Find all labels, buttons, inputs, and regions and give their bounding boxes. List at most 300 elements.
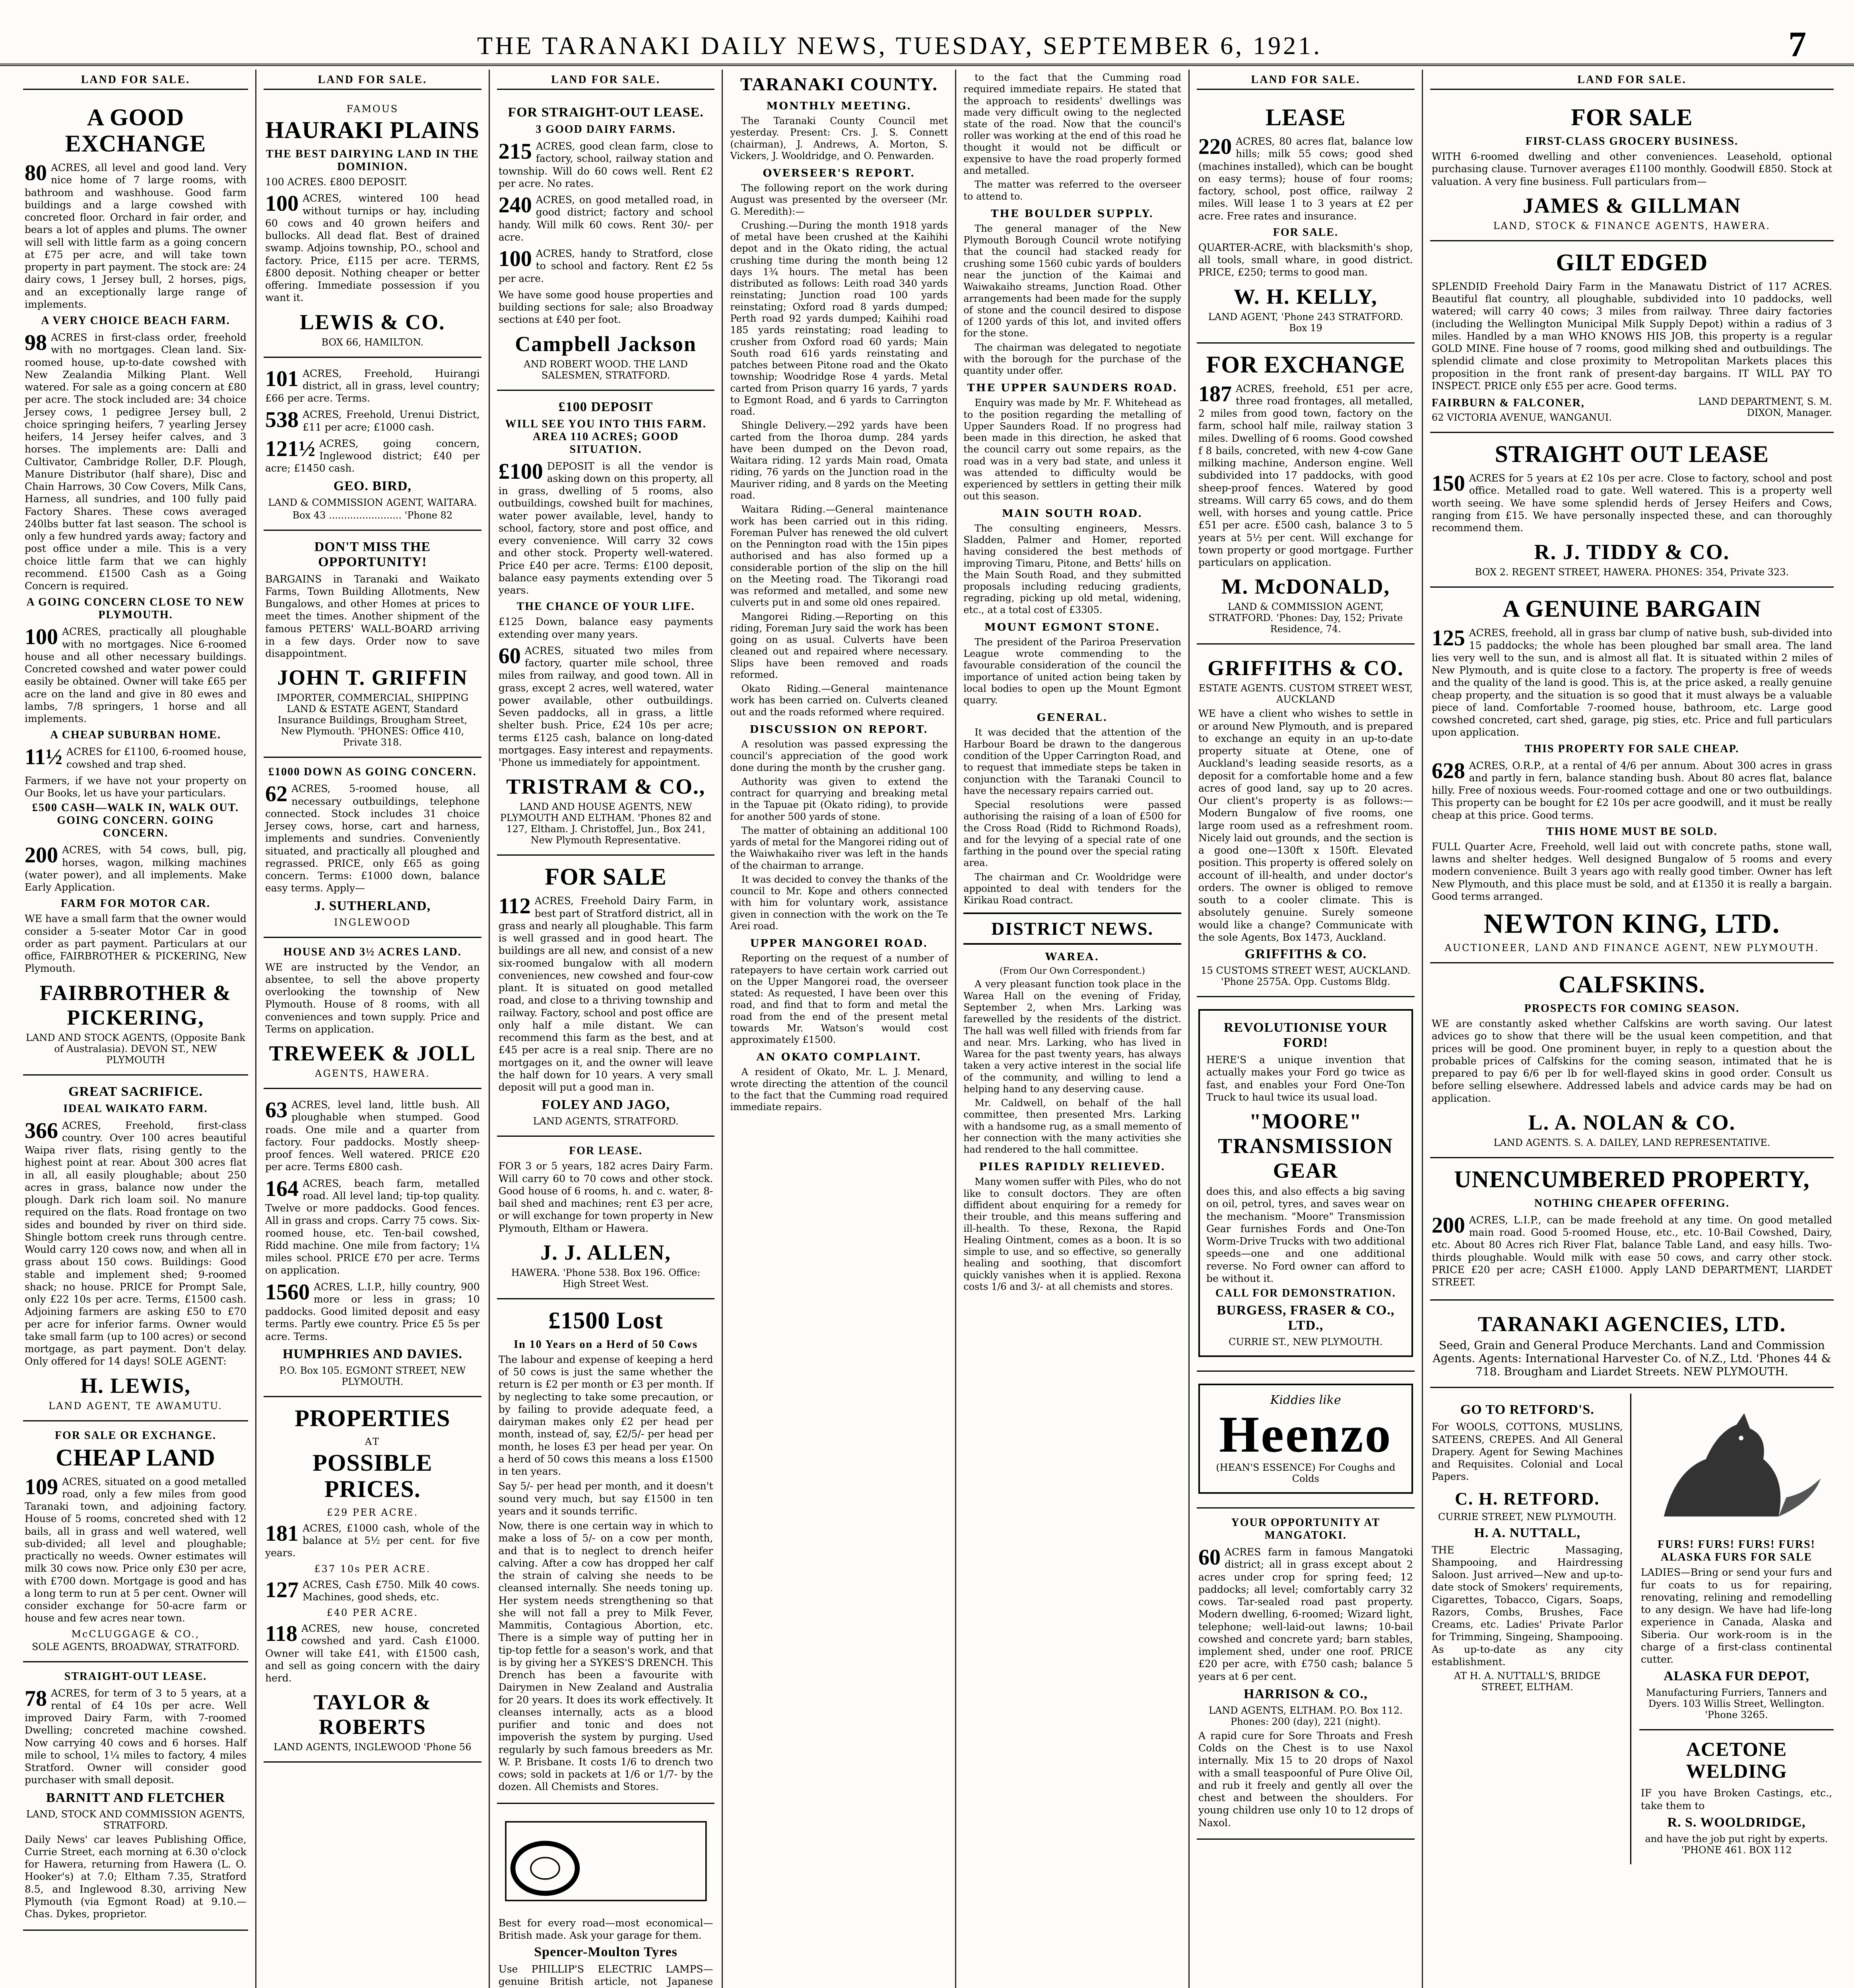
column-7: [1423, 70, 1841, 1988]
article-subheading: OVERSEER'S REPORT.: [763, 167, 916, 180]
listing-acres: 60: [1198, 1545, 1221, 1570]
advert-subheading: A GOING CONCERN CLOSE TO NEW PLYMOUTH.: [26, 596, 245, 621]
listing-acres: 100: [265, 191, 299, 216]
listing: [25, 844, 247, 893]
article-paragraph: The general manager of the New Plymouth Borough Council wrote notifying that the council had stacked ready for crushing some 1560 cubic yards of boulders near the junction of the Kaimai and Waiwakaiho streams, Junction Road. Other arrangements had been made for the supply of stone and the council desired to dispose of 1200 yards of this lot, and invited offers for the stone.: [963, 223, 1181, 339]
advert-subheading: A CHEAP SUBURBAN HOME.: [50, 729, 221, 742]
agent-name: NEWTON KING, LTD.: [1483, 909, 1780, 939]
column-header: LAND FOR SALE.: [264, 70, 481, 90]
article-paragraph: It was decided to convey the thanks of the council to Mr. Kope and others connected with him for voluntary work, assistance given in connection with the work on the Te Arei road.: [730, 874, 948, 932]
listing-acres: 80: [25, 161, 47, 185]
listing-acres: 220: [1198, 134, 1232, 159]
tyre-text: Best for every road—most economical—British made. Ask your garage for them.: [498, 1917, 713, 1941]
agent-address: CURRIE ST., NEW PLYMOUTH.: [1229, 1336, 1383, 1347]
advert-subheading: FARM FOR MOTOR CAR.: [60, 897, 210, 910]
advert-spencer-moulton: [497, 1804, 715, 1988]
agent-address: LAND, STOCK & FINANCE AGENTS, HAWERA.: [1493, 220, 1771, 231]
article-paragraph: The matter of obtaining an additional 100 yards of metal for the Mangorei riding out of the Waiwhakaiho river was left in the hands of the chairman to arrange.: [730, 825, 948, 871]
article-paragraph: Special resolutions were passed authorising the raising of a loan of £500 for the Cross Road (Ridd to Richmond Roads), and for the levying of a special rate of one farthing in the pound over the special rating area.: [963, 799, 1181, 869]
agent-address: AUCTIONEER, LAND AND FINANCE AGENT, NEW PLYMOUTH.: [1444, 942, 1819, 953]
advert-subheading: FOR SALE OR EXCHANGE.: [54, 1429, 216, 1442]
heenzo-logo: Heenzo: [1219, 1406, 1392, 1463]
article-paragraph: The consulting engineers, Messrs. Sladden, Palmer and Homer, reported having considered the best methods of improving Timaru, Pitone, and Betts' hills on the Main South Road, and they submitted proposals including reducing gradients, regrading, picking up old metal, widening, etc., at a total cost of £3305.: [963, 522, 1181, 615]
listing: [25, 161, 247, 311]
agent-name: R. J. TIDDY & CO.: [1534, 540, 1730, 564]
advert-title: GILT EDGED: [1556, 249, 1708, 276]
listing: [265, 367, 480, 405]
column-3: [490, 70, 723, 1988]
advert-text: The labour and expense of keeping a herd of 50 cows is just the same whether the return is £2 per month or £3 per month. If by neglecting to take some precaution, or by failing to provide adequate feed, a dairyman makes only £2 per head per month, instead of, say, £2/5/- per head per month, he loses £3 per head per year. On a herd of 50 cows this means a loss £1500 in ten years.: [498, 1353, 713, 1477]
article-subheading: THE UPPER SAUNDERS ROAD.: [967, 382, 1178, 394]
listing: [265, 408, 480, 433]
listing: [499, 895, 713, 1093]
listing-text: ACRES, wintered 100 head without turnips or hay, including 60 cows and 40 grown heifers and bullocks. All dead flat. Best of drained swamp. Adjoins township, P.O., school and factory. Price, £115 per acre. TERMS, £800 deposit. Nothing cheaper or better offering. Immediate possession if you want it.: [265, 192, 480, 304]
agent-address: CURRIE STREET, NEW PLYMOUTH.: [1438, 1511, 1617, 1522]
listing-acres: 538: [265, 408, 299, 433]
advert-text: SPLENDID Freehold Dairy Farm in the Manawatu District of 117 ACRES. Beautiful flat country, all ploughable, subdivided into 10 paddocks, well watered; will carry 40 cows; 3 miles from railway. Three dairy factories (including the Wellington Municipal Milk Supply Depot) within a radius of 3 miles. Handled by a man WHO KNOWS HIS JOB, this property is a regular GOLD MINE. Fine house of 7 rooms, good milking shed and outbuildings. The splendid climate and close proximity to Metropolitan Markets places this proposition in the front rank of present-day bargains. IT WILL PAY TO INSPECT. PRICE only £55 per acre. Good terms.: [1431, 280, 1833, 392]
column-header: LAND FOR SALE.: [23, 70, 248, 90]
listing-acres: 150: [1431, 471, 1465, 496]
agent-address: ESTATE AGENTS. CUSTOM STREET WEST, AUCKLAND: [1198, 683, 1413, 705]
listing-acres: 100: [498, 247, 532, 271]
agent-address: LAND, STOCK AND COMMISSION AGENTS, STRATFORD.: [26, 1808, 245, 1831]
advert-text: does this, and also effects a big saving on oil, petrol, tyres, and saves wear on the mechanism. "Moore" Transmission Gear furnishes Fords and One-Ton Worm-Drive Trucks with two additional speeds—one and one additional reverse. No Ford owner can afford to be without it.: [1206, 1186, 1405, 1284]
masthead-title: THE TARANAKI DAILY NEWS, TUESDAY, SEPTEMBER 6, 1921.: [477, 31, 1322, 60]
advert-straight-out-lease: [23, 1662, 248, 1931]
column-header: LAND FOR SALE.: [1197, 70, 1415, 90]
advert-sykes-drench: [497, 1299, 715, 1804]
advert-title: YOUR OPPORTUNITY AT MANGATOKI.: [1231, 1516, 1380, 1541]
listing: [265, 1522, 480, 1559]
agent-name: W. H. KELLY,: [1234, 284, 1378, 309]
listing: [265, 1281, 480, 1343]
listing-acres: 98: [25, 330, 47, 355]
agent-name: Campbell Jackson: [515, 332, 697, 356]
listing-text: ACRES for 5 years at £2 10s per acre. Close to factory, school and post office. Metalled road to gate. Well watered. This is a property well worth seeing. We have some splendid herds of Jersey Heifers and Cows, ranging from £15. We have personally inspected these, and can thoroughly recommend them.: [1431, 472, 1833, 534]
call-to-action: CALL FOR DEMONSTRATION.: [1215, 1287, 1396, 1299]
advert-title: FOR EXCHANGE: [1206, 351, 1406, 378]
agent-address: LAND AGENTS, INGLEWOOD 'Phone 56: [274, 1741, 472, 1753]
agent-name: M. McDONALD,: [1221, 575, 1390, 599]
agent-name: C. H. RETFORD.: [1455, 1489, 1600, 1508]
advert-text: WE are instructed by the Vendor, an absentee, to sell the above property overlooking the township of New Plymouth. House of 8 rooms, with all conveniences and town supply. Price and Terms on application.: [265, 961, 480, 1035]
listing: [499, 140, 713, 190]
fox-illustration: [1641, 1399, 1832, 1534]
district-news-box: [963, 912, 1181, 945]
listing-text: ACRES, Freehold Dairy Farm, in best part of Stratford district, all in grass and nearly all ploughable. This farm is well grassed and in good heart. The buildings are all new, and consist of a new six-roomed bungalow with all modern conveniences, new cowshed and four-cow plant. It is situated on good metalled road, and close to a thriving township and railway. Factory, school and post office are only half a mile distant. We can recommend this farm as the best, and at £45 per acre is a real snip. There are no mortgages on it, and the owner will leave the half down for 10 years. A very small deposit will put a good man in.: [498, 895, 713, 1093]
advert-subheading: STRAIGHT-OUT LEASE.: [64, 1670, 207, 1683]
listing-text: ACRES farm in famous Mangatoki district; all in grass except about 2 acres under crop for spring feed; 12 paddocks; all level; comfortably carry 32 cows. Tar-sealed road past property. Modern dwelling, 6-roomed; Wizard light, telephone; well-laid-out lawns; 10-bail cowshed and concrete yard; barn stables, implement shed, under one roof. PRICE £20 per acre, with £750 cash; balance 5 years at 6 per cent.: [1198, 1546, 1413, 1682]
article-subheading: DISCUSSION ON REPORT.: [749, 724, 929, 736]
listing-acres: 101: [265, 366, 299, 391]
advert-subheading: FOR SALE.: [1273, 226, 1338, 239]
advert-title: STRAIGHT OUT LEASE: [1495, 441, 1769, 467]
article-paragraph: Mr. Caldwell, on behalf of the hall committee, then presented Mrs. Larking with a handsome rug, as a small memento of her connection with the many activities she had rendered to the hall committee.: [963, 1097, 1181, 1155]
advert-kicker: FAMOUS: [346, 103, 399, 115]
article-subheading: MOUNT EGMONT STONE.: [984, 621, 1161, 633]
agent-name: R. S. WOOLDRIDGE,: [1667, 1815, 1806, 1830]
advert-subheading: THIS PROPERTY FOR SALE CHEAP.: [1524, 742, 1739, 755]
advert-title: FURS! FURS! FURS! FURS! ALASKA FURS FOR SALE: [1658, 1538, 1815, 1564]
agent-address: 15 CUSTOMS STREET WEST, AUCKLAND. 'Phone 2575A. Opp. Customs Bldg.: [1201, 965, 1411, 987]
advert-text: BARGAINS in Taranaki and Waikato Farms, Town Building Allotments, New Bungalows, and other Homes at prices to meet the times. Another shipment of the famous PETERS' WALL-BOARD arriving in a few days. Order now to save disappointment.: [265, 573, 480, 659]
page-number: 7: [1788, 25, 1806, 64]
advert-griffiths: [1197, 645, 1415, 997]
article-title: DISTRICT NEWS.: [991, 918, 1154, 939]
listing-acres: 181: [265, 1521, 299, 1546]
article-paragraph: The chairman was delegated to negotiate with the borough for the purchase of the quantity under offer.: [963, 342, 1181, 377]
advert-subheading: NOTHING CHEAPER OFFERING.: [1534, 1197, 1730, 1209]
article-paragraph: The matter was referred to the overseer to attend to.: [963, 179, 1181, 202]
listing-acres: 121½: [265, 436, 315, 461]
advert-going-concern: [264, 758, 481, 938]
article-subheading: GENERAL.: [1037, 712, 1108, 724]
agent-address: AGENTS, HAWERA.: [315, 1068, 430, 1079]
listing-acres: 100: [25, 625, 58, 650]
advert-gilt-edged: [1430, 241, 1834, 433]
advert-humphries: [264, 1089, 481, 1397]
agent-name: GEO. BIRD,: [333, 478, 412, 493]
listing-acres: 11½: [25, 745, 62, 770]
listing-acres: 200: [1431, 1213, 1465, 1238]
price-line: £40 PER ACRE.: [326, 1607, 419, 1618]
listing: [25, 625, 247, 725]
agent-address: 62 VICTORIA AVENUE, WANGANUI.: [1431, 412, 1612, 423]
listing: [25, 331, 247, 592]
advert-subheading: PROSPECTS FOR COMING SEASON.: [1524, 1002, 1740, 1015]
advert-text: FOR 3 or 5 years, 182 acres Dairy Farm. Will carry 60 to 70 cows and other stock. Good house of 6 rooms, h. and c. water, 8-bail shed and machines; rent £3 per acre, or will exchange for town property in New Plymouth, Eltham or Hawera.: [498, 1160, 713, 1234]
advert-text: WE are constantly asked whether Calfskins are worth saving. Our latest advices go to show that there will be the usual keen competition, and that prices will be good. One prominent buyer, in reply to a question about the probable prices of Calfskins for the coming season, intimated that he is prepared to pay 6/6 per lb for well-flayed skins in good order. Consult us before selling elsewhere. Addressed labels and advice cards may be had on application.: [1431, 1018, 1833, 1104]
agent-name: FAIRBURN & FALCONER,: [1431, 397, 1585, 409]
advert-title: FOR SALE: [1571, 104, 1693, 130]
listing: [265, 1177, 480, 1277]
listing-text: ACRES, level land, little bush. All ploughable when stumped. Good roads. One mile and a quarter from factory. Four paddocks. Mostly sheep-proof fences. Well watered. PRICE £20 per acre. Terms £800 cash.: [265, 1099, 480, 1173]
advert-100-deposit: [497, 391, 715, 856]
listing-text: ACRES, situated two miles from factory, quarter mile school, three miles from railway, and good town. All in grass, except 2 acres, well watered, water power available, other outbuildings. Seven paddocks, all in grass, a little shelter bush. Price, £24 10s per acre; terms £125 cash, balance on long-dated mortgages. Easy interest and repayments. 'Phone us immediately for appointment.: [498, 645, 713, 768]
advert-subheading: £500 CASH—WALK IN, WALK OUT. GOING CONCERN. GOING CONCERN.: [32, 802, 239, 840]
agent-name: H. LEWIS,: [80, 1373, 191, 1398]
advert-title: REVOLUTIONISE YOUR FORD!: [1223, 1020, 1388, 1050]
advert-unencumbered: [1430, 1158, 1834, 1301]
agent-address: BOX 2. REGENT STREET, HAWERA. PHONES: 354, Private 323.: [1475, 567, 1789, 578]
advert-subheading: IDEAL WAIKATO FARM.: [63, 1102, 208, 1115]
listing-text: ACRES, handy to Stratford, close to school and factory. Rent £2 5s per acre.: [498, 248, 713, 284]
listing-text: ACRES, £1000 cash, whole of the balance at 5½ per cent. for five years.: [265, 1522, 480, 1559]
listing-text: ACRES, on good metalled road, in good district; factory and school handy. Will milk 60 cows. Rent 30/- per acre.: [498, 194, 713, 243]
article-paragraph: A resident of Okato, Mr. L. J. Menard, wrote directing the attention of the council to the fact that the Cumming road required immediate repairs.: [730, 1066, 948, 1113]
listing-text: ACRES, beach farm, metalled road. All level land; tip-top quality. Twelve or more paddocks. Good fences. All in grass and crops. Carry 75 cows. Six-roomed house, etc. Ten-bail cowshed, Ridd machine. One mile from factory; 1¼ miles school. PRICE £70 per acre. Terms on application.: [265, 1177, 480, 1276]
listing: [265, 782, 480, 894]
advert-text: FULL Quarter Acre, Freehold, well laid out with concrete paths, stone wall, lawns and shelter hedges. Well designed Bungalow of 5 rooms and every modern convenience. Built 3 years ago with really good timber. Owner has left New Plymouth, and this place must be sold, and at £1350 it is really a bargain. Good terms arranged.: [1431, 841, 1833, 902]
agent-name: FAIRBROTHER & PICKERING,: [39, 980, 232, 1029]
agent-row: [1432, 394, 1832, 425]
agent-address: BOX 66, HAMILTON.: [321, 336, 424, 348]
listing-text: ACRES, 80 acres flat, balance low hills; milk 55 cows; good shed (machines installed), which can be bought on easy terms); house of four rooms; factory, school, post office, railway 2 miles. Will lease 1 to 3 years at £2 per acre. Free rates and insurance.: [1198, 136, 1413, 222]
listing: [1432, 472, 1832, 534]
listing-acres: 164: [265, 1176, 299, 1201]
advert-moore-gear: [1197, 997, 1415, 1372]
heenzo-box: [1198, 1384, 1413, 1494]
agent-address: LAND AND HOUSE AGENTS, NEW PLYMOUTH AND ELTHAM. 'Phones 82 and 127, Eltham. J. Christoffel, Jun., Box 241, New Plymouth Representative.: [500, 801, 712, 846]
column-1: [16, 70, 256, 1988]
listing: [1432, 1214, 1832, 1289]
advert-subheading: WILL SEE YOU INTO THIS FARM. AREA 110 ACRES; GOOD SITUATION.: [505, 417, 707, 456]
agent-name: HUMPHRIES AND DAVIES.: [282, 1346, 462, 1361]
article-title: TARANAKI COUNTY.: [740, 74, 938, 94]
advert-grocery: [1430, 96, 1834, 241]
agent-address: IMPORTER, COMMERCIAL, SHIPPING LAND & ESTATE AGENT, Standard Insurance Buildings, Brougham Street, New Plymouth. 'PHONES: Office 410, Private 318.: [276, 692, 469, 748]
advert-text: THE Electric Massaging, Shampooing, and Hairdressing Saloon. Just arrived—New and up-to-date stock of Smokers' requirements, Cigarettes, Tobacco, Cigars, Soaps, Razors, Combs, Brushes, Face Creams, etc. Ladies' Private Parlor for Trimming, Singeing, Shampooing. As up-to-date as any city establishment.: [1431, 1544, 1623, 1668]
advert-subheading: THIS HOME MUST BE SOLD.: [1546, 825, 1718, 838]
advert-retford: [1430, 1394, 1631, 1864]
tyre-brand: Spencer-Moulton Tyres: [534, 1945, 678, 1959]
price-line: £29 PER ACRE.: [326, 1507, 419, 1518]
advert-text: IF you have Broken Castings, etc., take them to: [1640, 1787, 1833, 1811]
agent-name: GRIFFITHS & CO.: [1244, 947, 1367, 961]
advert-text: WE have a client who wishes to settle in or around New Plymouth, and is prepared to exchange an equity in an up-to-date property situate at Otene, one of Auckland's leading seaside resorts, as a deposit for a comfortable home and a few acres of good land, say up to 20 acres. Our client's property is as follows:—Modern Bungalow of five rooms, one large room used as a refreshment room. Nicely laid out grounds, and the section is a good one—130ft x 150ft. Elevated position. This property is offered solely on account of ill-health, and under doctor's orders. The owner is obliged to remove south to a cooler climate. This is absolutely genuine. Surely someone would like a change? Communicate with the sole Agents, Box 1473, Auckland.: [1198, 708, 1413, 943]
listing: [265, 437, 480, 475]
advert-calfskins: [1430, 963, 1834, 1158]
listing-text: ACRES, Cash £750. Milk 40 cows. Machines, good sheds, etc.: [302, 1578, 480, 1603]
advert-acetone-welding: [1639, 1730, 1834, 1864]
listing: [265, 1099, 480, 1173]
agent-name: L. A. NOLAN & CO.: [1528, 1110, 1736, 1134]
listing-text: ACRES, all level and good land. Very nice home of 7 large rooms, with bathroom and washhouse. Good farm buildings and a large cowshed with concreted floor. Orchard in fair order, and bears a lot of apples and plums. The owner will sell with little farm as a going concern at £75 per acre, and will take town property in part payment. The stock are: 24 dairy cows, 1 Jersey bull, 2 horses, pigs, and an exceptionally large range of implements.: [25, 162, 247, 310]
advert-title: CHEAP LAND: [56, 1444, 215, 1471]
advert-text: For WOOLS, COTTONS, MUSLINS, SATEENS, CREPES. And All General Drapery. Agent for Sewing Machines and Requisites. Colonial and Local Papers.: [1431, 1421, 1623, 1483]
agent-address: AT H. A. NUTTALL'S, BRIDGE STREET, ELTHAM.: [1454, 1670, 1601, 1693]
agent-address: HAWERA. 'Phone 538. Box 196. Office: High Street West.: [511, 1267, 701, 1289]
advert-text: We have some good house properties and building sections for sale; also Broadway sections at £40 per foot.: [498, 289, 713, 326]
advert-title: HAURAKI PLAINS: [265, 117, 480, 143]
listing-acres: 240: [498, 193, 532, 217]
listing-acres: 78: [25, 1686, 47, 1711]
advert-heenzo: [1197, 1372, 1415, 1508]
listing: [499, 645, 713, 769]
listing: [499, 460, 713, 597]
article-paragraph: Mangorei Riding.—Reporting on this riding, Foreman Jury said the work has been going on as usual. Culverts have been cleaned out and repaired where necessary. Slips have been removed and roads reformed.: [730, 611, 948, 680]
listing-acres: 127: [265, 1577, 299, 1602]
advert-title: CALFSKINS.: [1559, 971, 1705, 998]
agent-name: TAYLOR & ROBERTS: [313, 1690, 432, 1739]
advert-title: FOR LEASE.: [569, 1145, 643, 1157]
agent-name: JOHN T. GRIFFIN: [277, 666, 468, 690]
advert-title: FOR SALE: [545, 864, 667, 890]
article-paragraph: Reporting on the request of a number of ratepayers to have certain work carried out on the Upper Mangorei road, the overseer stated: As requested, I have been over this road, and find that to form and metal the road from the end of the present metal towards Mr. Watson's would cost approximately £1500.: [730, 953, 948, 1046]
agent-name: ALASKA FUR DEPOT,: [1664, 1669, 1809, 1684]
advert-text: A rapid cure for Sore Throats and Fresh Colds on the Chest is to use Naxol internally. Mix 15 to 20 drops of Naxol with a small teaspoonful of Pure Olive Oil, and rub it freely and gently all over the chest and between the shoulders. For young children use only 10 to 12 drops of Naxol.: [1198, 1730, 1413, 1829]
advert-text: Farmers, if we have not your property on Our Books, let us have your particulars.: [25, 775, 247, 799]
article-paragraph: The following report on the work during August was presented by the overseer (Mr. G. Meredith):—: [730, 182, 948, 217]
agent-address: AND ROBERT WOOD. THE LAND SALESMEN, STRATFORD.: [524, 358, 688, 381]
listing-text: ACRES for £1100, 6-roomed house, cowshed and trap shed.: [66, 746, 247, 770]
listing-acres: 628: [1431, 758, 1465, 783]
listing-text: ACRES, practically all ploughable with no mortgages. Nice 6-roomed house and all other necessary buildings. Concreted cowshed and water power could easily be obtained. Owner will take £65 per acre on the land and give in 80 ewes and lambs, 7/8 springers, 1 horse and all implements.: [25, 626, 247, 724]
advert-title: LEASE: [1265, 104, 1346, 130]
advert-text: WE have a small farm that the owner would consider a 5-seater Motor Car in good order as part payment. Particulars at our office, FAIRBROTHER & PICKERING, New Plymouth.: [25, 913, 247, 975]
article-paragraph: A very pleasant function took place in the Warea Hall on the evening of Friday, September 2, when Mrs. Larking was farewelled by the residents of the district. The hall was well filled with friends from far and near. Mrs. Larking, who has lived in Warea for the past twenty years, has always taken a very active interest in the social life of the community, and willing to lend a helping hand to any deserving cause.: [963, 978, 1181, 1095]
listing: [499, 194, 713, 243]
listing-text: ACRES, going concern, Inglewood district; £40 per acre; £1450 cash.: [265, 437, 480, 474]
article-paragraph: Shingle Delivery.—292 yards have been carted from the Ihoroa dump. 284 yards have been dumped on the Devon road, Waitara riding. 12 yards Main road, Omata riding, 76 yards on the Junction road in the Mauriver riding, and 8 yards on the Meeting road.: [730, 420, 948, 501]
listing-acres: 200: [25, 843, 58, 868]
advert-retford-body: [1430, 1394, 1625, 1701]
agent-name: TRISTRAM & CO.,: [506, 775, 706, 799]
listing-acres: 109: [25, 1474, 58, 1499]
agent-name: BARNITT AND FLETCHER: [46, 1790, 225, 1805]
agent-name: McCLUGGAGE & CO.,: [71, 1628, 200, 1640]
advert-title: FOR STRAIGHT-OUT LEASE.: [508, 105, 704, 120]
agent-name: BURGESS, FRASER & CO., LTD.,: [1217, 1303, 1395, 1333]
listing-text: ACRES, Freehold, Urenui District, £11 per acre; £1000 cash.: [302, 409, 480, 433]
listing-text: ACRES, O.R.P., at a rental of 4/6 per annum. About 300 acres in grass and partly in fern, balance standing bush. About 80 acres flat, balance hilly. Free of noxious weeds. Four-roomed cottage and one or two outbuildings. This property can be bought for £2 10s per acre goodwill, and it must be really cheap at this price. Good terms.: [1431, 759, 1833, 821]
listing-acres: 62: [265, 782, 287, 807]
agent-name: HARRISON & CO.,: [1244, 1686, 1368, 1701]
article-paragraph: Authority was given to extend the contract for quarrying and breaking metal in the Tapuae pit (Okato riding), to provide for another 500 yards of stone.: [730, 776, 948, 822]
advert-subheading: A VERY CHOICE BEACH FARM.: [41, 315, 230, 327]
listing-acres: 60: [498, 643, 521, 668]
advert-title: ACETONE WELDING: [1686, 1738, 1787, 1782]
article-subheading: PILES RAPIDLY RELIEVED.: [979, 1161, 1166, 1173]
agent-name: GRIFFITHS & CO.: [1208, 656, 1404, 680]
listing-acres: 187: [1198, 381, 1232, 406]
advert-text: £125 Down, balance easy payments extending over many years.: [498, 616, 713, 640]
advert-alaska-furs: [1639, 1394, 1834, 1864]
agent-name: TARANAKI AGENCIES, LTD.: [1477, 1312, 1786, 1336]
article-subheading: AN OKATO COMPLAINT.: [756, 1051, 922, 1064]
agent-address: LAND & COMMISSION AGENT, WAITARA.: [268, 497, 477, 508]
article-paragraph: Okato Riding.—General maintenance work has been carried on. Culverts cleaned out and the roads reformed where required.: [730, 683, 948, 718]
advert-griffin: [264, 531, 481, 758]
column-6: [1190, 70, 1423, 1988]
bottom-adverts-row: [1430, 1394, 1834, 1864]
article-paragraph: It was decided that the attention of the Harbour Board be drawn to the dangerous condition of the Upper Carrington Road, and to request that immediate steps be taken in conjunction with the Taranaki Council to have the necessary repairs carried out.: [963, 727, 1181, 796]
advert-text: 100 ACRES. £800 DEPOSIT.: [265, 176, 408, 188]
listing-text: ACRES, Freehold, first-class country. Over 100 acres beautiful Waipa river flats, rising gently to the highest point at rear. About 300 acres flat in all, all easily ploughable; about 250 acres in grass, balance now under the plough. Dark rich loam soil. No manure required on the flats. Road frontage on two sides and bounded by river on third side. Shingle bottom creek runs through centre. Would carry 120 cows now, and when all in grass about 150 cows. Buildings: Good stable and implement shed; 9-roomed shack; no house. PRICE for Prompt Sale, only £22 10s per acre. Terms, £1500 cash. Adjoining farmers are asking £50 to £70 per acre for inferior farms. Owner would take small farm (up to 100 acres) or second mortgage, as part payment. Don't delay. Only offered for 14 days! SOLE AGENT:: [25, 1119, 247, 1367]
listing-acres: 215: [498, 139, 532, 164]
advert-title: £1000 DOWN AS GOING CONCERN.: [268, 766, 477, 779]
listing-acres: 63: [265, 1098, 287, 1122]
article-paragraph: Crushing.—During the month 1918 yards of metal have been crushed at the Kaihihi depot and in the Okato riding, the actual crushing time during the month being 12 days 1¾ hours. The metal has been distributed as follows: Leith road 340 yards reinstating; Junction road 100 yards reinstating; Oxford road 8 yards dumped; Perth road 92 yards dumped; Kaihihi road 185 yards reinstating; road leading to crusher from Oxford road 60 yards; Main South road 616 yards reinstating and patches between Pitone road and the Okato township; Woodridge Rose 4 yards. Metal carted from Prison quarry 16 yards, 7 yards to Egmont Road, and 6 yards to Carrington road.: [730, 219, 948, 417]
agent-address: LAND AGENT, 'Phone 243 STRATFORD. Box 19: [1208, 311, 1403, 334]
advert-subheading: 3 GOOD DAIRY FARMS.: [536, 123, 676, 136]
agent-block: [1432, 394, 1612, 425]
advert-good-exchange: [23, 96, 248, 1076]
agent-address: LAND AND STOCK AGENTS, (Opposite Bank of Australasia). DEVON ST., NEW PLYMOUTH: [26, 1032, 245, 1066]
advert-text: LADIES—Bring or send your furs and fur coats to us for repairing, renovating, relining and remodelling to any design. We have had life-long experience in Canada, Alaska and Siberia. Our work-room is in the charge of a first-class continental cutter.: [1640, 1567, 1833, 1665]
advert-for-sale: [497, 856, 715, 1137]
article-paragraph: Enquiry was made by Mr. F. Whitehead as to the position regarding the metalling of Upper Saunders Road. If no progress had been made in this direction, he asked that the council carry out some repairs, as the road was in a very bad state, and unless it was attended to difficulty would be experienced by settlers in getting their milk out this season.: [963, 397, 1181, 502]
article-subheading: WAREA.: [1045, 951, 1100, 963]
notice-text: Daily News' car leaves Publishing Office, Currie Street, each morning at 6.30 o'clock for Hawera, returning from Hawera (L. O. Hooker's) at 7.0; Eltham 7.35, Stratford 8.5, and Inglewood 8.30, arriving New Plymouth (via Egmont Road) at 9.10.—Chas. Dykes, proprietor.: [25, 1833, 247, 1920]
advert-straight-out-lease: [497, 96, 715, 391]
agent-address: P.O. Box 105. EGMONT STREET, NEW PLYMOUTH.: [279, 1365, 466, 1387]
article-subheading: UPPER MANGOREI ROAD.: [750, 938, 928, 950]
heenzo-subtitle: (HEAN'S ESSENCE) For Coughs and Colds: [1216, 1462, 1396, 1484]
column-header: LAND FOR SALE.: [497, 70, 715, 90]
listing-text: ACRES, L.I.P., hilly country, 900 more or less in grass; 10 paddocks. Good limited deposit and easy terms. Partly ewe country. Price £5 5s per acre. Terms.: [265, 1281, 480, 1342]
article-paragraph: The president of the Pariroa Preservation League wrote commending to the favourable consideration of the council the importance of united action being taken by local bodies to open up the Mount Egmont quarry.: [963, 636, 1181, 706]
advert-house-land: [264, 938, 481, 1089]
agent-address: LAND AGENT, TE AWAMUTU.: [49, 1400, 223, 1411]
column-4: [723, 70, 956, 1988]
advert-title: A GOOD EXCHANGE: [65, 104, 206, 157]
agent-address: Seed, Grain and General Produce Merchants. Land and Commission Agents. Agents: International Harvester Co. of N.Z., Ltd. 'Phones 44 & 718. Brougham and Liardet Streets. NEW PLYMOUTH.: [1433, 1339, 1831, 1378]
agent-name: J. J. ALLEN,: [540, 1240, 671, 1264]
listing-acres: 118: [265, 1621, 297, 1646]
article-paragraph: The Taranaki County Council met yesterday. Present: Crs. J. S. Connett (chairman), J. Andrews, A. Morton, S. Vickers, J. Wooldridge, and O. Penwarden.: [730, 115, 948, 161]
advert-lease: [1197, 96, 1415, 344]
agent-department: LAND DEPARTMENT, S. M. DIXON, Manager.: [1698, 396, 1833, 418]
listing: [265, 1578, 480, 1604]
listing: [25, 1687, 247, 1786]
advert-title: HOUSE AND 3½ ACRES LAND.: [283, 945, 462, 958]
advert-title: £1500 Lost: [548, 1307, 663, 1334]
listing-acres: 125: [1431, 626, 1465, 651]
article-paragraph: Waitara Riding.—General maintenance work has been carried out in this riding. Foreman Pulver has renewed the old culvert on the Pennington road with the 15in pipes authorised and has also formed up a considerable portion of the slip on the hill on the Meeting road. The Tikorangi road was reformed and metalled, and some new culverts put in and some old ones repaired.: [730, 504, 948, 608]
advert-title: GREAT SACRIFICE.: [68, 1084, 203, 1099]
agent-name: JAMES & GILLMAN: [1522, 193, 1741, 217]
advert-text: Say 5/- per head per month, and it doesn't sound very much, but say £1500 in ten years and it sounds terrific.: [498, 1480, 713, 1517]
advert-furs-body: [1639, 1394, 1834, 1730]
listing-text: ACRES, 5-roomed house, all necessary outbuildings, telephone connected. Stock includes 31 choice Jersey cows, horse, cart and harness, implements and sundries. Conveniently situated, and practically all ploughed and regrassed. PRICE, only £65 as going concern. Terms: £1000 down, balance easy terms. Apply—: [265, 783, 480, 894]
advert-title: POSSIBLE PRICES.: [313, 1449, 433, 1502]
advert-for-lease: [497, 1137, 715, 1299]
advert-title: A GENUINE BARGAIN: [1503, 596, 1761, 622]
advert-title: £100 DEPOSIT: [558, 399, 653, 414]
listing: [1432, 627, 1832, 738]
listing-acres: 112: [498, 894, 531, 919]
advert-subheading: THE CHANCE OF YOUR LIFE.: [516, 600, 695, 613]
advert-for-exchange: [1197, 344, 1415, 645]
masthead: [0, 24, 1854, 66]
advert-newton-king: [1430, 588, 1834, 963]
article-byline: (From Our Own Correspondent.): [1000, 966, 1145, 977]
advert-title: PROPERTIES: [295, 1405, 450, 1431]
listing-text: ACRES, with 54 cows, bull, pig, horses, wagon, milking machines (water power), and all implements. Make Early Application.: [25, 844, 247, 893]
agent-address: LAND AGENTS. S. A. DAILEY, LAND REPRESENTATIVE.: [1493, 1137, 1771, 1148]
advert-text: WITH 6-roomed dwelling and other conveniences. Leasehold, optional purchasing clause. Turnover averages £1100 monthly. Goodwill £850. Stock at valuation. A very fine business. Full particulars from—: [1431, 151, 1833, 187]
listing-text: ACRES, L.I.P., can be made freehold at any time. On good metalled main road. Good 5-roomed House, etc., etc. 10-Bail Cowshed, Dairy, etc. About 80 Acres rich River Flat, balance Table Land, and easy hills. Two-thirds ploughable. Would milk with ease 50 cows, and carry other stock. PRICE £20 per acre; CASH £1000. Apply LAND DEPARTMENT, LIARDET STREET.: [1431, 1214, 1833, 1288]
listing-text: ACRES, situated on a good metalled road, only a few miles from good Taranaki town, and adjoining factory. House of 5 rooms, concreted shed with 12 bails, all in grass and well watered, well sub-divided; all level and ploughable; practically no weeds. Owner estimates will milk 30 cows now. Price only £30 per acre, with £700 down. Mortgage is good and has a long term to run at 5 per cent. Owner will consider exchange for 50-acre farm or house and few acres near town.: [25, 1475, 247, 1624]
listing: [1432, 759, 1832, 821]
agent-address: LAND AGENTS, ELTHAM. P.O. Box 112. Phones: 200 (day), 221 (night).: [1208, 1705, 1403, 1727]
moore-gear-box: [1198, 1009, 1413, 1357]
listing-text: ACRES, good clean farm, close to factory, school, railway station and township. Will do 60 cows well. Rent £2 per acre. No rates.: [498, 140, 713, 189]
advert-text: Now, there is one certain way in which to make a loss of 5/- on a cow per month, and that is to neglect to drench heifer calving. After a cow has dropped her calf the strain of calving she needs to be cleansed internally. She needs toning up. Her system needs strengthening so that she will not fall a prey to Milk Fever, Mammitis, Contagious Abortion, etc. There is a simple way of putting her in tip-top fettle for a season's work, and that is by giving her a SYKES'S DRENCH. This Drench has been a favourite with Dairymen in New Zealand and Australia for 20 years. It does its work effectively. It cleanses internally, acts as a blood purifier and tonic and does not impoverish the system by purging. Used regularly by such famous breeders as Mr. W. P. Brisbane. It costs 1/6 to drench two cows; sold in packets at 1/6 or 1/7- by the dozen. All Chemists and Stores.: [498, 1520, 713, 1793]
listing-text: ACRES, freehold, all in grass bar clump of native bush, sub-divided into 15 paddocks; the whole has been ploughed bar small area. The land lies very well to the sun, and is almost all flat. It is situated within 2 miles of New Plymouth, and is quite close to a factory. The property is free of weeds and the quality of the land is good. This is, at the price asked, a really genuine cheap property, and the situation is so good that it must always be a valuable piece of land. Comfortable 7-roomed house, bathroom, etc. Large good cowshed concreted, cart shed, garage, pig sties, etc. Price and full particulars upon application.: [1431, 627, 1833, 738]
article-subheading: MONTHLY MEETING.: [766, 100, 912, 112]
advert-great-sacrifice: [23, 1076, 248, 1421]
article-subheading: THE BOULDER SUPPLY.: [990, 208, 1154, 220]
article-paragraph: A resolution was passed expressing the council's appreciation of the good work done during the month by the crusher gang.: [730, 739, 948, 773]
agent-address: INGLEWOOD: [334, 916, 411, 928]
listing-text: ACRES, new house, concreted cowshed and yard. Cash £1000. Owner will take £41, with £1500 cash, and sell as going concern with the dairy herd.: [265, 1623, 480, 1684]
advert-text: QUARTER-ACRE, with blacksmith's shop, all tools, small whare, in good district. PRICE, £250; terms to good man.: [1198, 241, 1413, 278]
listing: [25, 1475, 247, 1625]
listing: [1198, 1546, 1413, 1683]
advert-geo-bird: [264, 358, 481, 531]
listing: [25, 746, 247, 771]
agent-phone: Box 43 ........................ 'Phone 82: [292, 509, 453, 521]
article-paragraph: to the fact that the Cumming road required immediate repairs. He stated that the approach to residents' dwellings was made very difficult owing to the neglected state of the road. Now that the council's roller was working at the end of this road he thought it would not be difficult or expensive to have the road properly formed and metalled.: [963, 72, 1181, 177]
agent-name: LEWIS & CO.: [300, 310, 445, 334]
agent-address: SOLE AGENTS, BROADWAY, STRATFORD.: [32, 1641, 239, 1652]
advert-title: GO TO RETFORD'S.: [1460, 1402, 1594, 1417]
agent-name: J. SUTHERLAND,: [314, 898, 431, 913]
advert-subheading: FIRST-CLASS GROCERY BUSINESS.: [1525, 135, 1738, 148]
advert-hauraki-plains: [264, 96, 481, 358]
